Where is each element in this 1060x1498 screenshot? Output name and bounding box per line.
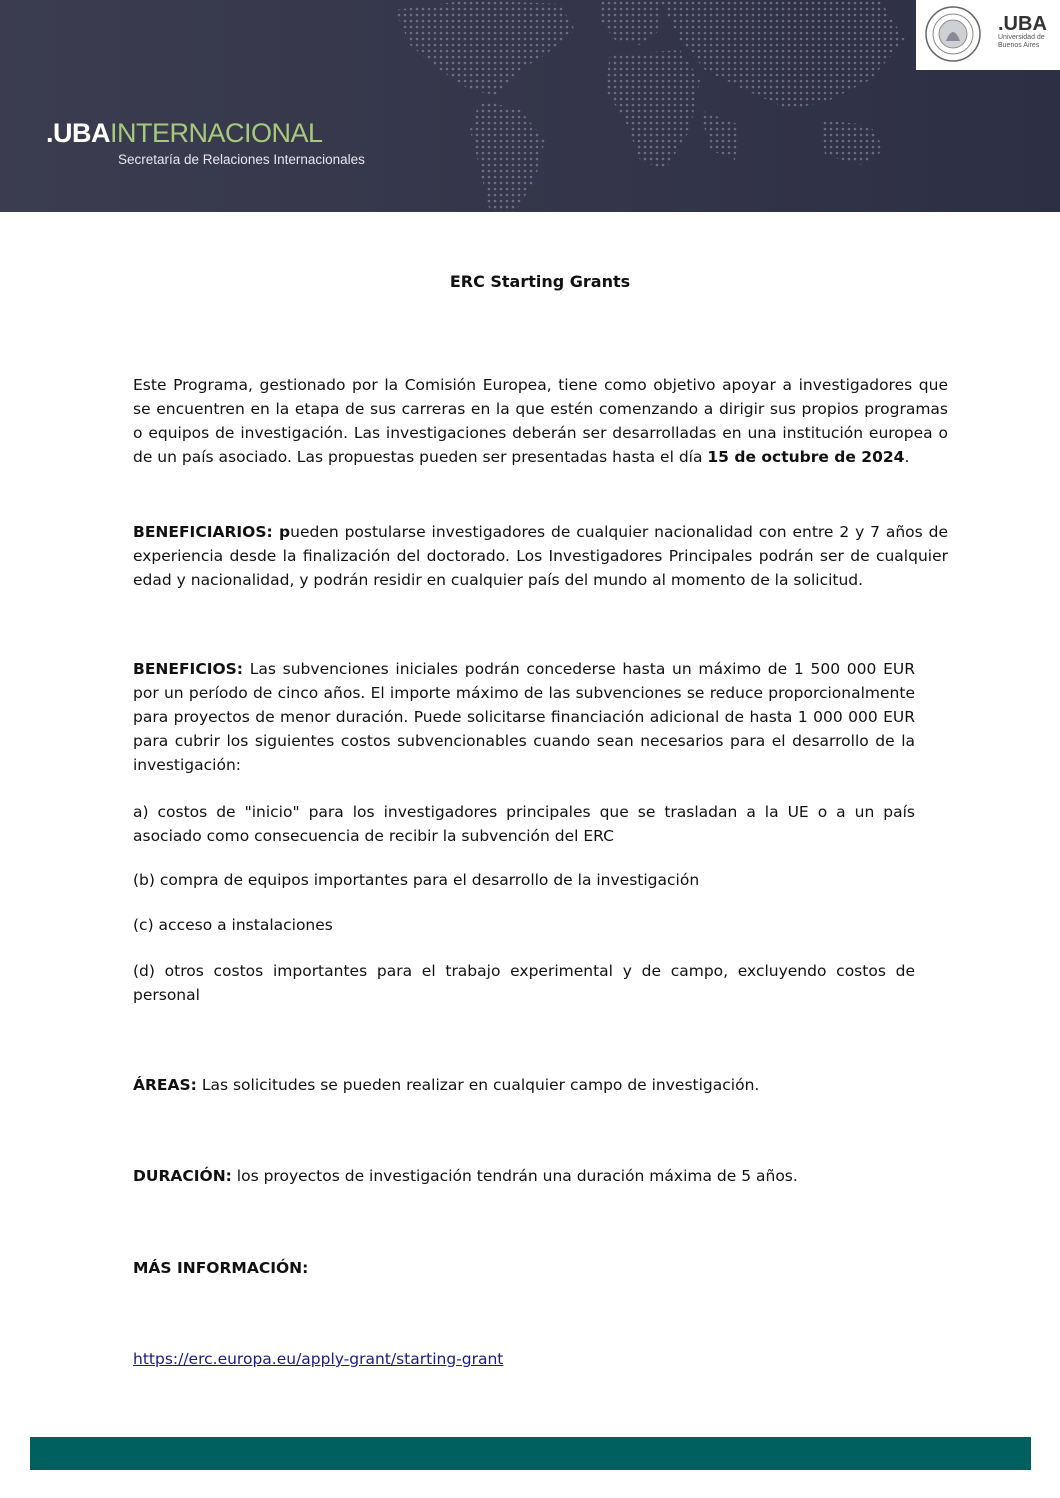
areas-label: ÁREAS: <box>133 1076 197 1094</box>
duracion-label: DURACIÓN: <box>133 1167 232 1185</box>
world-map-graphic <box>0 0 1060 212</box>
duracion-text: los proyectos de investigación tendrán una duración máxima de 5 años. <box>231 1167 798 1185</box>
beneficiarios-paragraph <box>133 520 948 592</box>
duracion-paragraph <box>133 1164 948 1188</box>
list-item: (d) otros costos importantes para el trabajo experimental y de campo, excluyendo costos de personal <box>133 962 915 1004</box>
beneficiarios-label: BENEFICIARIOS: p <box>133 523 291 541</box>
intro-text: Este Programa, gestionado por la Comisión Europea, tiene como objetivo apoyar a investigadores que se encuentren en la etapa de sus carreras en la que estén comenzando a dirigir sus propios programas o equipos de investigación. Las investigaciones deberán ser desarrolladas en una institución europea o de un país asociado. Las propuestas pueden ser presentadas hasta el día <box>133 376 948 466</box>
list-item: (c) acceso a instalaciones <box>133 916 333 934</box>
areas-text: Las solicitudes se pueden realizar en cualquier campo de investigación. <box>196 1076 760 1094</box>
brand-prefix: .UBA <box>46 118 110 148</box>
beneficios-label: BENEFICIOS: <box>133 660 243 678</box>
list-item: a) costos de "inicio" para los investigadores principales que se trasladan a la UE o a un país asociado como consecuencia de recibir la subvención del ERC <box>133 803 915 845</box>
intro-paragraph <box>133 373 948 469</box>
list-item: (b) compra de equipos importantes para el desarrollo de la investigación <box>133 871 700 889</box>
deadline-date: 15 de octubre de 2024 <box>707 448 905 466</box>
uba-logo-text: .UBA <box>998 13 1047 35</box>
footer-bar <box>30 1437 1031 1470</box>
beneficiarios-text: ueden postularse investigadores de cualquier nacionalidad con entre 2 y 7 años de experiencia desde la finalización del doctorado. Los Investigadores Principales podrán ser de cualquier edad y nacionalidad, y podrán residir en cualquier país del mundo al momento de la solicitud. <box>133 523 948 589</box>
uba-internacional-logo <box>46 118 365 167</box>
beneficios-text: Las subvenciones iniciales podrán concederse hasta un máximo de 1 500 000 EUR por un período de cinco años. El importe máximo de las subvenciones se reduce proporcionalmente para proyectos de menor duración. Puede solicitarse financiación adicional de hasta 1 000 000 EUR para cubrir los siguientes costos subvencionables cuando sean necesarios para el desarrollo de la investigación: <box>133 660 915 774</box>
beneficios-paragraph <box>133 657 915 777</box>
link-paragraph <box>133 1347 948 1371</box>
brand-suffix: INTERNACIONAL <box>110 118 323 148</box>
areas-paragraph <box>133 1073 948 1097</box>
uba-logo-box <box>916 0 1060 70</box>
brand-subtitle: Secretaría de Relaciones Internacionales <box>118 152 365 167</box>
header-banner <box>0 0 1060 212</box>
university-seal-icon <box>924 5 982 63</box>
erc-starting-grant-link[interactable]: https://erc.europa.eu/apply-grant/starting-grant <box>133 1350 504 1368</box>
page-title: ERC Starting Grants <box>449 272 631 291</box>
mas-informacion-text: MÁS INFORMACIÓN: <box>133 1259 309 1277</box>
mas-informacion-label <box>133 1256 948 1280</box>
uba-logo-subtext: Universidad de Buenos Aires <box>998 34 1045 49</box>
intro-end: . <box>904 448 910 466</box>
